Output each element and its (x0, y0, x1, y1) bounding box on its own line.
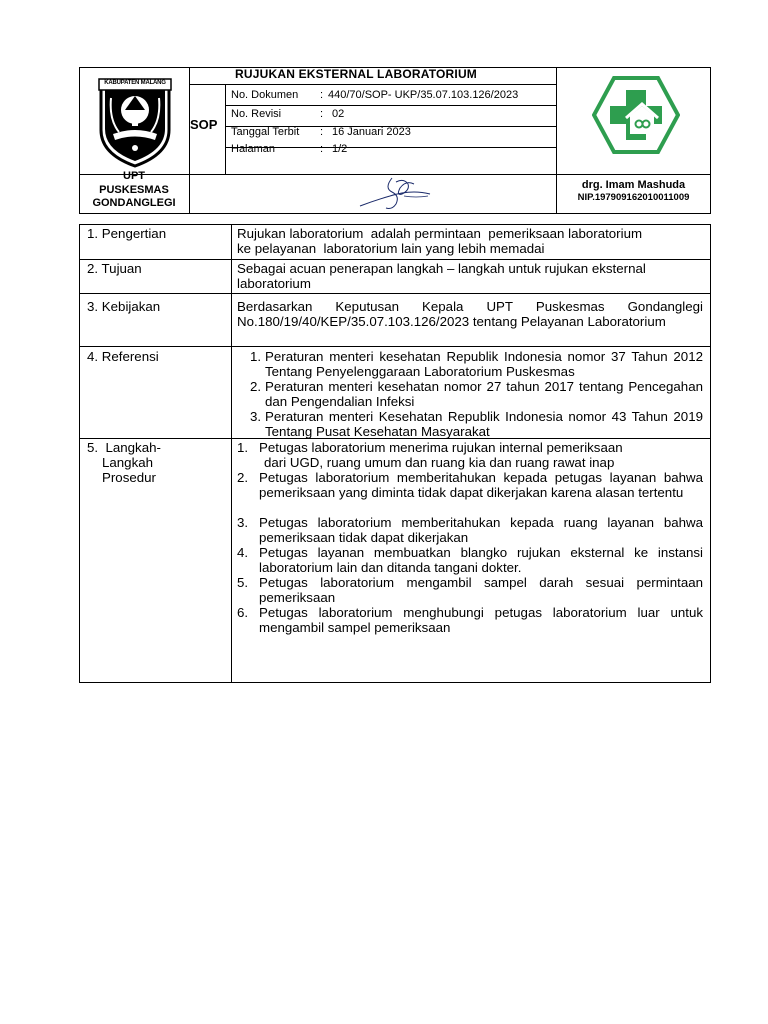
divider (225, 105, 556, 106)
meta-key-halaman: Halaman (231, 143, 276, 155)
meta-key-dokumen: No. Dokumen (231, 89, 299, 101)
list-item-text: Peraturan menteri Kesehatan Republik Indonesia nomor 43 Tahun 2019 Tentang Pusat Kesehatan Masyarakat (265, 409, 703, 439)
institution-line-2: PUSKESMAS (99, 184, 169, 196)
pengertian-text-line-2: ke pelayanan laboratorium lain yang lebih memadai (237, 241, 545, 256)
tujuan-text-line-2: laboratorium (237, 276, 311, 291)
list-item (237, 470, 707, 515)
divider (189, 67, 190, 214)
divider (79, 259, 711, 260)
section-label-langkah-line-1: 5. Langkah- (87, 440, 161, 455)
list-item (237, 379, 703, 409)
pengertian-text-line-1: Rujukan laboratorium adalah permintaan pemeriksaan laboratorium (237, 226, 643, 241)
referensi-list (237, 349, 703, 439)
meta-key-revisi: No. Revisi (231, 108, 282, 120)
meta-value-revisi: 02 (332, 108, 345, 120)
list-item-text: Peraturan menteri kesehatan nomor 27 tahun 2017 tentang Pencegahan dan Pengendalian Infeksi (265, 379, 703, 409)
list-item-text: Petugas laboratorium mengambil sampel darah sesuai permintaan pemeriksaan (259, 575, 703, 605)
signer-nip: NIP.197909162010011009 (577, 192, 690, 203)
list-item-number: 5. (237, 575, 249, 590)
list-item (237, 409, 703, 439)
list-item-text-continued: dari UGD, ruang umum dan ruang kia dan ruang rawat inap (264, 455, 615, 470)
list-item-text: Petugas laboratorium memberitahukan kepada ruang layanan bahwa pemeriksaan tidak dapat dikerjakan (259, 515, 703, 545)
list-item-number: 3. (237, 515, 249, 530)
meta-value-halaman: 1/2 (332, 143, 348, 155)
signature-icon (356, 174, 438, 212)
page-title: RUJUKAN EKSTERNAL LABORATORIUM (235, 67, 478, 81)
meta-sep: : (320, 108, 324, 120)
list-item-text: Petugas layanan membuatkan blangko rujukan eksternal ke instansi laboratorium lain dan ditanda tangani dokter. (259, 545, 703, 575)
signer-name: drg. Imam Mashuda (581, 179, 686, 191)
list-item-text: Petugas laboratorium menghubungi petugas laboratorium luar untuk mengambil sampel pemeriksaan (259, 605, 703, 635)
list-item-number: 1. (250, 349, 262, 364)
divider (79, 346, 711, 347)
meta-value-tanggal: 16 Januari 2023 (332, 126, 411, 138)
meta-sep: : (320, 89, 324, 101)
regency-label: KABUPATEN MALANG (104, 80, 166, 86)
puskesmas-logo-icon (592, 76, 680, 154)
list-item-text: Petugas laboratorium menerima rujukan internal pemeriksaan (259, 440, 623, 455)
list-item (237, 575, 707, 605)
list-item (237, 545, 707, 575)
divider (189, 84, 556, 85)
list-item-number: 1. (237, 440, 249, 455)
institution-line-3: GONDANGLEGI (92, 197, 176, 209)
meta-sep: : (320, 143, 324, 155)
meta-value-dokumen: 440/70/SOP- UKP/35.07.103.126/2023 (328, 89, 519, 101)
divider (79, 293, 711, 294)
section-label-pengertian: 1. Pengertian (87, 226, 167, 241)
list-item (237, 349, 703, 379)
institution-line-1: UPT (123, 170, 145, 182)
regency-emblem-icon (95, 76, 175, 168)
section-label-kebijakan: 3. Kebijakan (87, 299, 161, 314)
divider (225, 84, 226, 174)
list-item (237, 605, 707, 635)
section-label-tujuan: 2. Tujuan (87, 261, 142, 276)
section-label-langkah-line-2: Langkah (102, 455, 154, 470)
sop-label: SOP (190, 117, 218, 132)
tujuan-text-line-1: Sebagai acuan penerapan langkah – langkah untuk rujukan eksternal (237, 261, 646, 276)
kebijakan-text: Berdasarkan Keputusan Kepala UPT Puskesmas Gondanglegi No.180/19/40/KEP/35.07.103.126/2023 tentang Pelayanan Laboratorium (237, 299, 703, 329)
section-label-langkah-line-3: Prosedur (102, 470, 156, 485)
list-item-number: 4. (237, 545, 249, 560)
list-item-text: Peraturan menteri kesehatan Republik Indonesia nomor 37 Tahun 2012 Tentang Penyelenggaraan Laboratorium Puskesmas (265, 349, 703, 379)
section-label-referensi: 4. Referensi (87, 349, 159, 364)
meta-sep: : (320, 126, 324, 138)
list-item-number: 3. (250, 409, 262, 424)
list-item (237, 515, 707, 545)
list-item-number: 2. (250, 379, 262, 394)
list-item (237, 440, 707, 470)
list-item-number: 6. (237, 605, 249, 620)
list-item-number: 2. (237, 470, 249, 485)
meta-key-tanggal: Tanggal Terbit (231, 126, 300, 138)
list-item-text: Petugas laboratorium memberitahukan kepada petugas layanan bahwa pemeriksaan yang diminta tidak dapat dikerjakan karena alasan tertentu (259, 470, 703, 500)
